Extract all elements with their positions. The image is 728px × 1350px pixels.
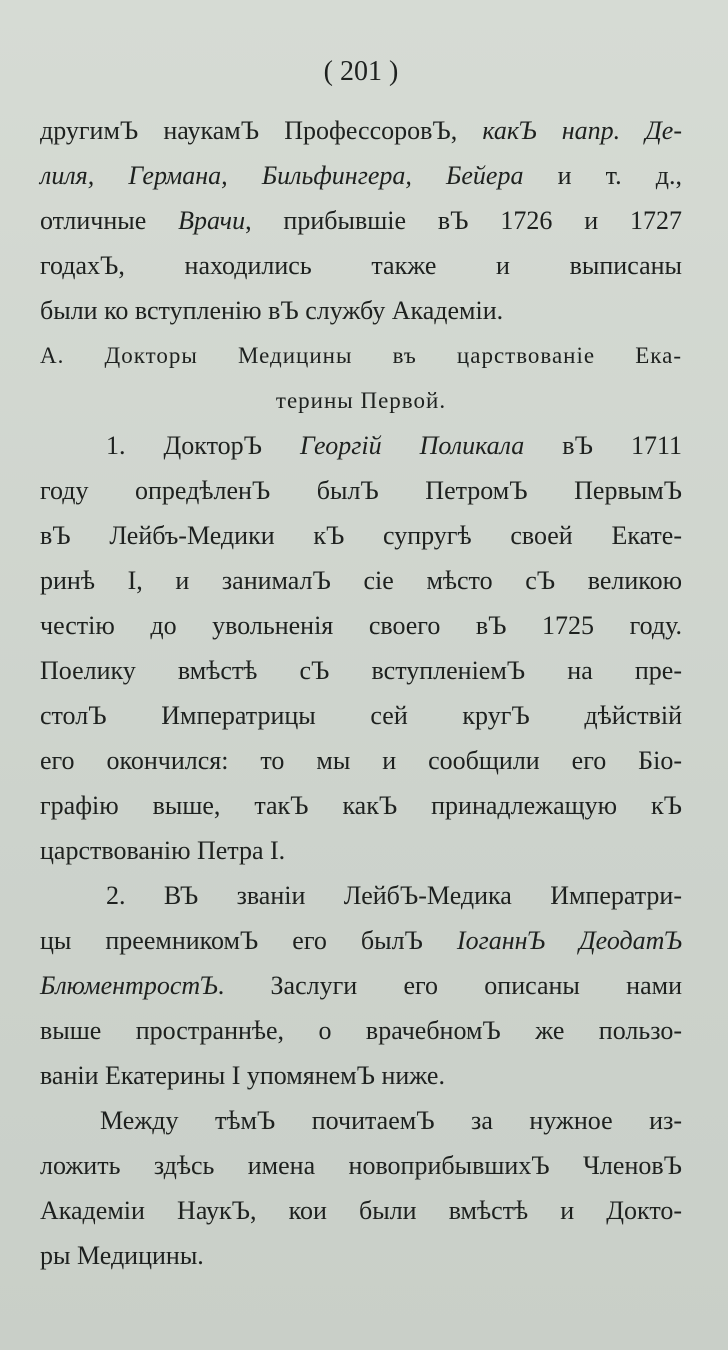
text-segment: терины Первой. (275, 388, 447, 413)
text-line (40, 1008, 682, 1053)
italic-text: лиля, Германа, Бильфингера, Бейера (40, 161, 524, 190)
text-line (40, 963, 682, 1008)
text-line (40, 648, 682, 693)
text-segment: . Заслуги его описаны нами (217, 971, 682, 1000)
text-segment: , прибывшіе вЪ 1726 и 1727 (245, 206, 682, 235)
text-segment: вЪ Лейбъ-Медики кЪ супругѣ своей Екате- (40, 521, 682, 550)
text-line (40, 918, 682, 963)
text-segment: и т. д., (523, 161, 682, 190)
text-line (40, 828, 682, 873)
text-line (40, 288, 682, 333)
text-line (40, 378, 682, 423)
text-segment: А. Докторы Медицины въ царствованіе Ека- (40, 343, 682, 368)
page-text (40, 44, 682, 1278)
text-line (40, 738, 682, 783)
text-segment: цы преемникомЪ его былЪ (40, 926, 457, 955)
text-segment: были ко вступленію вЪ службу Академіи. (40, 296, 504, 325)
text-line (40, 693, 682, 738)
italic-text: Георгій Поликала (299, 431, 525, 460)
text-line (40, 1143, 682, 1188)
text-segment: ринѣ I, и занималЪ сіе мѣсто сЪ великою (40, 566, 682, 595)
text-line (40, 1233, 682, 1278)
text-segment: отличные (40, 206, 179, 235)
text-segment: Академіи НаукЪ, кои были вмѣстѣ и Докто- (40, 1196, 682, 1225)
text-line (40, 1053, 682, 1098)
italic-text: БлюментростЪ (40, 971, 218, 1000)
text-segment: выше пространнѣе, о врачебномЪ же пользо- (40, 1016, 682, 1045)
text-segment: ры Медицины. (40, 1241, 204, 1270)
text-line (40, 603, 682, 648)
text-segment: другимЪ наукамЪ ПрофессоровЪ, (40, 116, 483, 145)
text-segment: Между тѣмЪ почитаемЪ за нужное из- (100, 1106, 682, 1135)
text-segment: 2. ВЪ званіи ЛейбЪ-Медика Императри- (106, 881, 682, 910)
text-line (40, 198, 682, 243)
text-line (40, 513, 682, 558)
text-segment: Поелику вмѣстѣ сЪ вступленіемЪ на пре- (40, 656, 682, 685)
text-line (40, 1098, 682, 1143)
text-line (40, 468, 682, 513)
text-segment: ложить здѣсь имена новоприбывшихЪ ЧленовЪ (40, 1151, 682, 1180)
text-segment: честію до увольненія своего вЪ 1725 году. (40, 611, 682, 640)
page-number: ( 201 ) (323, 56, 399, 87)
text-line (40, 423, 682, 468)
text-segment: годахЪ, находились также и выписаны (40, 251, 682, 280)
text-line (40, 153, 682, 198)
text-line (40, 873, 682, 918)
text-line (40, 1188, 682, 1233)
text-segment: графію выше, такЪ какЪ принадлежащую кЪ (40, 791, 682, 820)
text-segment: году опредѣленЪ былЪ ПетромЪ ПервымЪ (40, 476, 682, 505)
text-segment: вЪ 1711 (524, 431, 683, 460)
italic-text: ІоганнЪ ДеодатЪ (456, 926, 682, 955)
text-line (40, 558, 682, 603)
text-segment: столЪ Императрицы сей кругЪ дѣйствій (40, 701, 682, 730)
text-segment: его окончился: то мы и сообщили его Біо- (40, 746, 682, 775)
text-line (40, 333, 682, 378)
text-segment: 1. ДокторЪ (106, 431, 300, 460)
italic-text: какЪ напр. Де- (482, 116, 682, 145)
text-segment: ваніи Екатерины I упомянемЪ ниже. (40, 1061, 445, 1090)
italic-text: Врачи (178, 206, 246, 235)
text-segment: царствованію Петра I. (40, 836, 286, 865)
text-line (40, 783, 682, 828)
text-line (40, 243, 682, 288)
text-line (40, 108, 682, 153)
